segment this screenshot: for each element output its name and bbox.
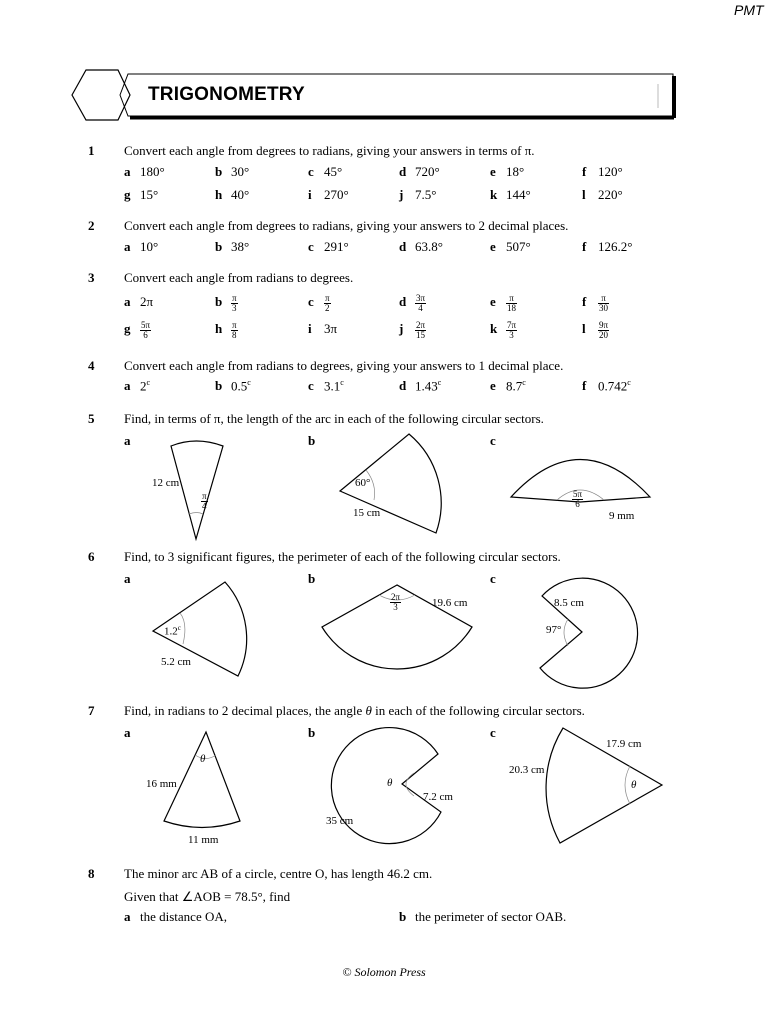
part-item: b the perimeter of sector OAB. [399,909,567,924]
answer-item: c 45° [308,164,343,179]
answer-item: i 3π [308,321,338,336]
part-label: b [308,725,316,740]
answer-item: l $\frac{9\pi}{20}$ [582,320,609,340]
part-label: c [490,725,496,740]
answer-item: b 30° [215,164,250,179]
corner-label: PMT [734,2,764,18]
answer-item: a 2π [124,294,154,309]
angle-label: 97° [546,624,562,636]
question-number: 1 [88,143,95,158]
question-number: 7 [88,703,95,718]
answer-item: c 3.1$^c$ [308,378,344,394]
answer-item: c 291° [308,239,349,254]
answer-item: h $\frac{\pi}{8}$ [215,320,237,340]
question-text: Convert each angle from radians to degrees, giving your answers to 1 decimal place. [124,358,564,373]
answer-item: j $\frac{2\pi}{15}$ [399,320,426,340]
question-text: Convert each angle from degrees to radians, giving your answers in terms of π. [124,143,535,158]
part-label: b [308,433,316,448]
answer-item: d $\frac{3\pi}{4}$ [399,293,426,313]
radius-label: 19.6 cm [432,597,468,609]
question-number: 3 [88,270,95,285]
arc-label: 11 mm [188,834,219,846]
question-text: Given that ∠AOB = 78.5°, find [124,889,291,904]
question-text: Find, in radians to 2 decimal places, the angle θ in each of the following circular sectors. [124,703,585,718]
answer-item: d 720° [399,164,440,179]
angle-label: θ [631,779,637,791]
angle-label: 60° [355,477,371,489]
question-text: Find, to 3 significant figures, the perimeter of each of the following circular sectors. [124,549,561,564]
answer-item: k $\frac{7\pi}{3}$ [490,320,517,340]
answer-item: a 2$^c$ [124,378,151,394]
part-label: c [490,433,496,448]
answer-item: d 1.43$^c$ [399,378,442,394]
footer: © Solomon Press [342,965,426,979]
radius-label: 16 mm [146,778,177,790]
sector-7c [546,728,662,843]
question-number: 8 [88,866,95,881]
question-number: 5 [88,411,95,426]
angle-label: $\frac{5\pi}{6}$ [573,489,583,509]
radius-label: 5.2 cm [161,656,191,668]
radius-label: 20.3 cm [509,764,545,776]
answer-item: g 15° [124,187,159,202]
answer-item: b 0.5$^c$ [215,378,251,394]
radius-label: 15 cm [353,507,381,519]
answer-item: e 507° [490,239,531,254]
angle-label: $\frac{2\pi}{3}$ [391,592,401,612]
answer-item: j 7.5° [399,187,437,202]
angle-label: $\frac{\pi}{4}$ [202,491,207,511]
radius-label: 7.2 cm [423,791,453,803]
answer-item: d 63.8° [399,239,443,254]
question-text: Convert each angle from radians to degrees. [124,270,354,285]
answer-item: l 220° [582,187,623,202]
part-label: a [124,433,131,448]
part-label: b [308,571,316,586]
part-label: a [124,725,131,740]
answer-item: c $\frac{\pi}{2}$ [308,293,330,313]
sector-5a [171,441,223,539]
question-number: 4 [88,358,95,373]
angle-label: θ [387,777,393,789]
part-label: a [124,571,131,586]
angle-label: θ [200,753,206,765]
answer-item: f 0.742$^c$ [582,378,631,394]
radius-label: 8.5 cm [554,597,584,609]
answer-item: k 144° [490,187,531,202]
answer-item: f $\frac{\pi}{30}$ [582,293,608,313]
answer-item: e $\frac{\pi}{18}$ [490,293,516,313]
chapter-title: TRIGONOMETRY [148,84,305,105]
answer-item: a 10° [124,239,159,254]
answer-item: b 38° [215,239,250,254]
question-text: Convert each angle from degrees to radians, giving your answers to 2 decimal places. [124,218,569,233]
angle-label: 1.2$^c$ [164,624,181,638]
part-label: c [490,571,496,586]
answer-item: b $\frac{\pi}{3}$ [215,293,237,313]
answer-item: e 8.7$^c$ [490,378,526,394]
radius-label: 12 cm [152,477,180,489]
question-text: The minor arc AB of a circle, centre O, has length 46.2 cm. [124,866,433,881]
question-number: 2 [88,218,95,233]
arc-label: 35 cm [326,815,354,827]
answer-item: f 126.2° [582,239,633,254]
answer-item: a 180° [124,164,165,179]
answer-item: e 18° [490,164,525,179]
arc-label: 17.9 cm [606,738,642,750]
answer-item: i 270° [308,187,349,202]
answer-item: g $\frac{5\pi}{6}$ [124,320,151,340]
question-number: 6 [88,549,95,564]
question-text: Find, in terms of π, the length of the arc in each of the following circular sectors. [124,411,544,426]
radius-label: 9 mm [609,510,635,522]
answer-item: f 120° [582,164,623,179]
answer-item: h 40° [215,187,250,202]
part-item: a the distance OA, [124,909,228,924]
